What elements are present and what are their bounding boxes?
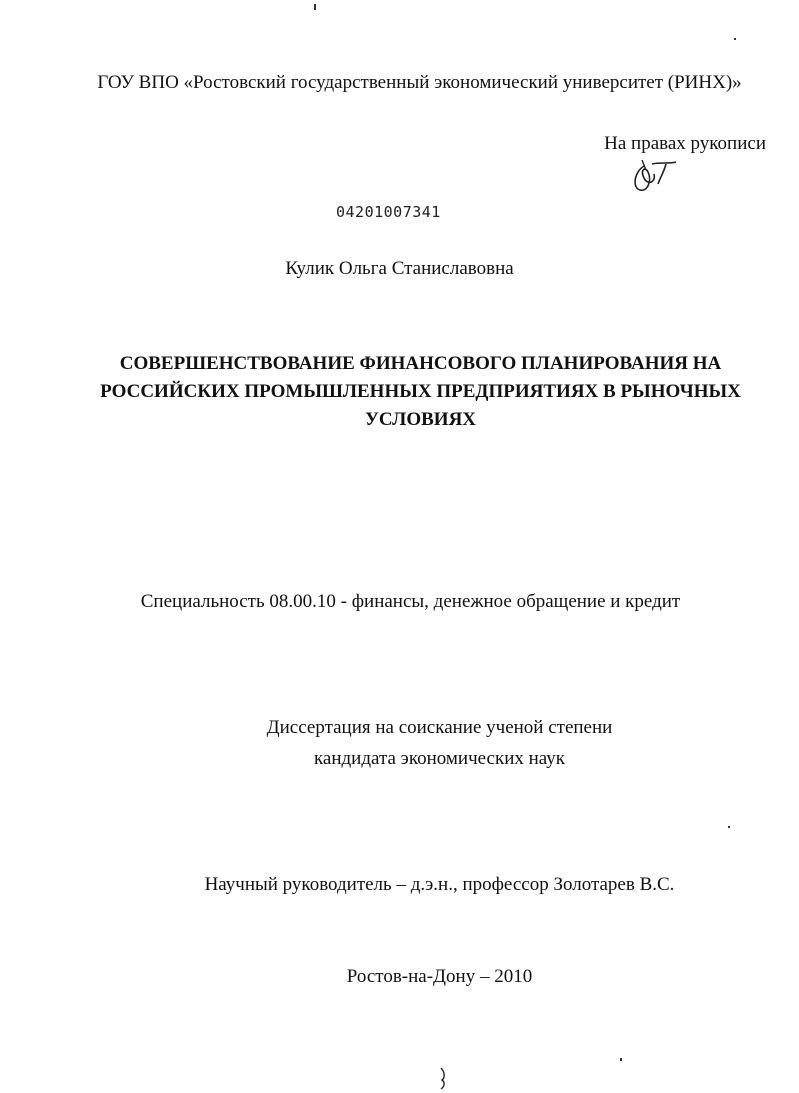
- scan-speck: [728, 826, 730, 828]
- scan-speck: [734, 38, 736, 40]
- author-name: Кулик Ольга Станиславовна: [285, 258, 514, 279]
- handwritten-signature: [630, 156, 682, 194]
- document-code: 04201007341: [336, 203, 441, 221]
- title-line: СОВЕРШЕНСТВОВАНИЕ ФИНАНСОВОГО ПЛАНИРОВАНИЯ НА: [119, 353, 722, 374]
- place-and-year: Ростов-на-Дону – 2010: [346, 966, 533, 987]
- institution-name: ГОУ ВПО «Ростовский государственный экономический университет (РИНХ)»: [97, 72, 742, 93]
- dissertation-title: [0, 350, 799, 434]
- scan-speck: [620, 1058, 622, 1061]
- title-line: УСЛОВИЯХ: [364, 409, 477, 430]
- degree-line-1: Диссертация на соискание ученой степени: [266, 717, 613, 738]
- scan-mark: [438, 1066, 448, 1090]
- title-line: РОССИЙСКИХ ПРОМЫШЛЕННЫХ ПРЕДПРИЯТИЯХ В РЫНОЧНЫХ: [100, 381, 741, 402]
- rights-note: На правах рукописи: [604, 133, 766, 154]
- scan-speck: [314, 4, 316, 10]
- scientific-supervisor: Научный руководитель – д.э.н., профессор Золотарев В.С.: [204, 874, 675, 895]
- specialty: Специальность 08.00.10 - финансы, денежное обращение и кредит: [140, 591, 681, 612]
- degree-line-2: кандидата экономических наук: [313, 748, 566, 769]
